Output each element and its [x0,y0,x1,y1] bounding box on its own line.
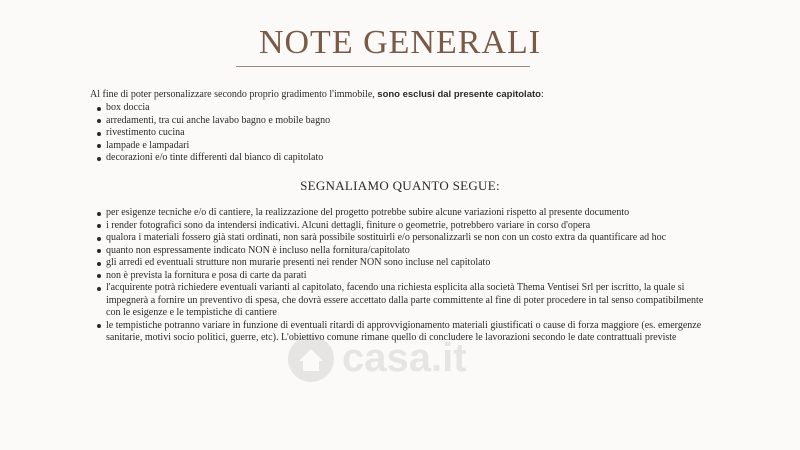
watermark-text: casa.it [342,336,467,380]
notes-list [90,207,720,345]
list-item: gli arredi ed eventuali strutture non murarie presenti nei render NON sono incluse nel capitolato [90,257,720,270]
list-item: l'acquirente potrà richiedere eventuali varianti al capitolato, facendo una richiesta esplicita alla società Thema Ventisei Srl per iscritto, la quale si impegnerà a fornire un preventivo di spesa, che dovrà essere accettato dalla parte committente al fine di poter procedere in tal senso compatibilmente con le esigenze e le tempistiche di cantiere [90,282,720,320]
list-item: i render fotografici sono da intendersi indicativi. Alcuni dettagli, finiture o geometrie, potrebbero variare in corso d'opera [90,220,720,233]
intro-text: Al fine di poter personalizzare secondo proprio gradimento l'immobile, [90,89,378,100]
intro-bold-text: sono esclusi dal presente capitolato [377,89,541,100]
list-item: rivestimento cucina [90,127,730,140]
list-item: per esigenze tecniche e/o di cantiere, la realizzazione del progetto potrebbe subire alcune variazioni rispetto al presente documento [90,207,720,220]
list-item: le tempistiche potranno variare in funzione di eventuali ritardi di approvvigionamento materiali giustificati o cause di forza maggiore (es. emergenze sanitarie, motivi socio politici, guerre, etc). L'obiettivo comune rimane quello di concludere le lavorazioni secondo le date contrattuali previste [90,320,720,345]
list-item: decorazioni e/o tinte differenti dal bianco di capitolato [90,152,730,165]
list-item: quanto non espressamente indicato NON è incluso nella fornitura/capitolato [90,245,720,258]
page-title: NOTE GENERALI [258,24,542,61]
section-title: SEGNALIAMO QUANTO SEGUE: [300,178,500,193]
list-item: arredamenti, tra cui anche lavabo bagno e mobile bagno [90,115,730,128]
list-item: lampade e lampadari [90,140,730,153]
list-item: qualora i materiali fossero già stati ordinati, non sarà possibile sostituirli e/o personalizzarli se non con un costo extra da quantificare ad hoc [90,232,720,245]
list-item: box doccia [90,102,730,115]
excluded-items-list [90,102,730,165]
title-underline [236,66,530,67]
list-item: non è prevista la fornitura e posa di carte da parati [90,270,720,283]
intro-paragraph [90,89,730,102]
intro-suffix: : [540,89,544,100]
